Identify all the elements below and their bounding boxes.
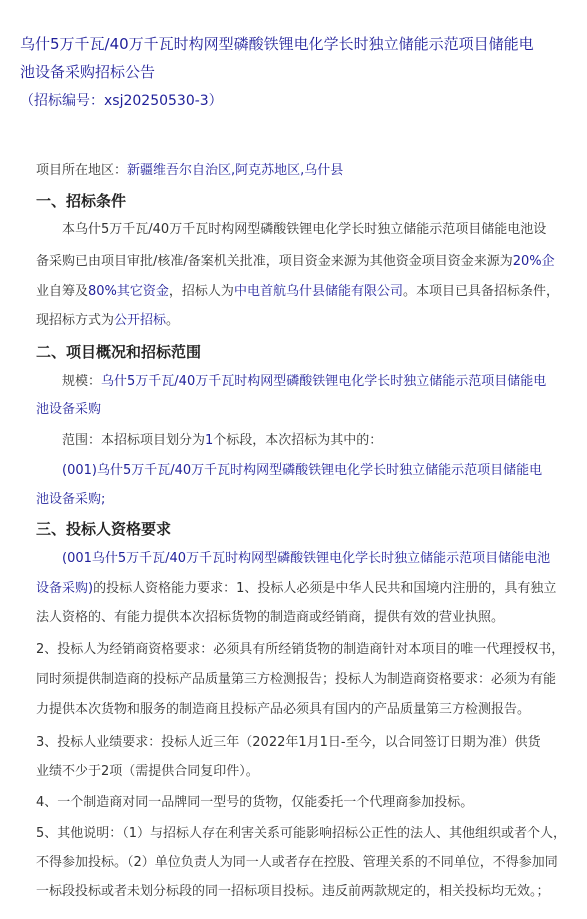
- scope-text-c: 个标段，本次招标为其中的：: [213, 433, 383, 448]
- tender-method: 公开招标: [114, 313, 167, 328]
- tenderer-name: 中电首航乌什县储能有限公司: [233, 284, 403, 299]
- page-title-line2: 池设备采购招标公告: [20, 63, 156, 81]
- q4-line: 4、一个制造商对同一品牌同一型号的货物，仅能委托一个代理商参加投标。: [36, 795, 474, 810]
- location-label: 项目所在地区：: [36, 163, 128, 178]
- scope-line: [62, 431, 382, 451]
- q1-line-3: 法人资格的、有能力提供本次招标货物的制造商或经销商，提供有效的营业执照。: [36, 610, 505, 625]
- s1-line-4: [36, 311, 179, 331]
- q5-line-2: 不得参加投标。（2）单位负责人为同一人或者存在控股、管理关系的不同单位，不得参加同: [36, 855, 558, 870]
- section-1-heading: 一、招标条件: [36, 192, 127, 210]
- lot-count: 1: [205, 433, 214, 448]
- q1-lot-name-end: 设备采购): [36, 581, 94, 596]
- scale-line-1: [62, 372, 546, 392]
- q2-line-1: 2、投标人为经销商资格要求：必须具有所经销货物的制造商针对本项目的唯一代理授权书，: [36, 642, 565, 657]
- tender-code: （招标编号：xsj20250530-3）: [20, 93, 223, 109]
- q5-line-3: 一标段投标或者未划分标段的同一招标项目投标。违反前两款规定的，相关投标均无效。；: [36, 884, 550, 899]
- s1-line-3: [36, 282, 559, 302]
- q3-line-1: 3、投标人业绩要求：投标人近三年（2022年1月1日-至今，以合同签订日期为准）供货: [36, 735, 541, 750]
- section-3-heading: 三、投标人资格要求: [36, 520, 172, 538]
- s1-line4-a: 现招标方式为: [36, 313, 115, 328]
- lot-line-2: 池设备采购;: [36, 492, 106, 507]
- location-value: 新疆维吾尔自治区,阿克苏地区,乌什县: [127, 163, 344, 178]
- q1-line-2: [36, 579, 556, 599]
- page-title-line1: 乌什5万千瓦/40万千瓦时构网型磷酸铁锂电化学长时独立储能示范项目储能电: [20, 35, 534, 53]
- q1-requirement-text: 1、投标人必须是中华人民共和国境内注册的，具有独立: [236, 581, 557, 596]
- scope-text-a: 范围：本招标项目划分为: [62, 433, 206, 448]
- q2-line-2: 同时须提供制造商的投标产品质量第三方检测报告；投标人为制造商资格要求：必须为有能: [36, 672, 557, 687]
- s1-line3-a: 业自筹及: [36, 284, 89, 299]
- q1-line-1: (001乌什5万千瓦/40万千瓦时构网型磷酸铁锂电化学长时独立储能示范项目储能电池: [62, 551, 551, 566]
- lot-line-1: (001)乌什5万千瓦/40万千瓦时构网型磷酸铁锂电化学长时独立储能示范项目储能电: [62, 463, 543, 478]
- q5-line-1: 5、其他说明：（1）与招标人存在利害关系可能影响招标公正性的法人、其他组织或者个人，: [36, 826, 567, 841]
- s1-funding-other: 80%其它资金: [88, 284, 169, 299]
- s1-line-1: 本乌什5万千瓦/40万千瓦时构网型磷酸铁锂电化学长时独立储能示范项目储能电池设: [62, 222, 547, 237]
- s1-line4-c: 。: [166, 313, 180, 328]
- s1-line2-text: 备采购已由项目审批/核准/备案机关批准，项目资金来源为其他资金项目资金来源为: [36, 254, 513, 269]
- q2-line-3: 力提供本次货物和服务的制造商且投标产品必须具有国内的产品质量第三方检测报告。: [36, 702, 531, 717]
- s1-line-2: [36, 252, 555, 272]
- s1-funding-self: 20%企: [512, 254, 555, 269]
- s1-line3-c: ，招标人为: [168, 284, 234, 299]
- scale-line-2: 池设备采购: [36, 402, 102, 417]
- q3-line-2: 业绩不少于2项（需提供合同复印件）。: [36, 764, 259, 779]
- q1-requirement-label: 的投标人资格能力要求：: [93, 581, 237, 596]
- scale-label: 规模：: [62, 374, 102, 389]
- scale-value: 乌什5万千瓦/40万千瓦时构网型磷酸铁锂电化学长时独立储能示范项目储能电: [101, 374, 547, 389]
- section-2-heading: 二、项目概况和招标范围: [36, 343, 202, 361]
- s1-line3-e: 。本项目已具备招标条件，: [402, 284, 559, 299]
- project-location: [36, 161, 343, 181]
